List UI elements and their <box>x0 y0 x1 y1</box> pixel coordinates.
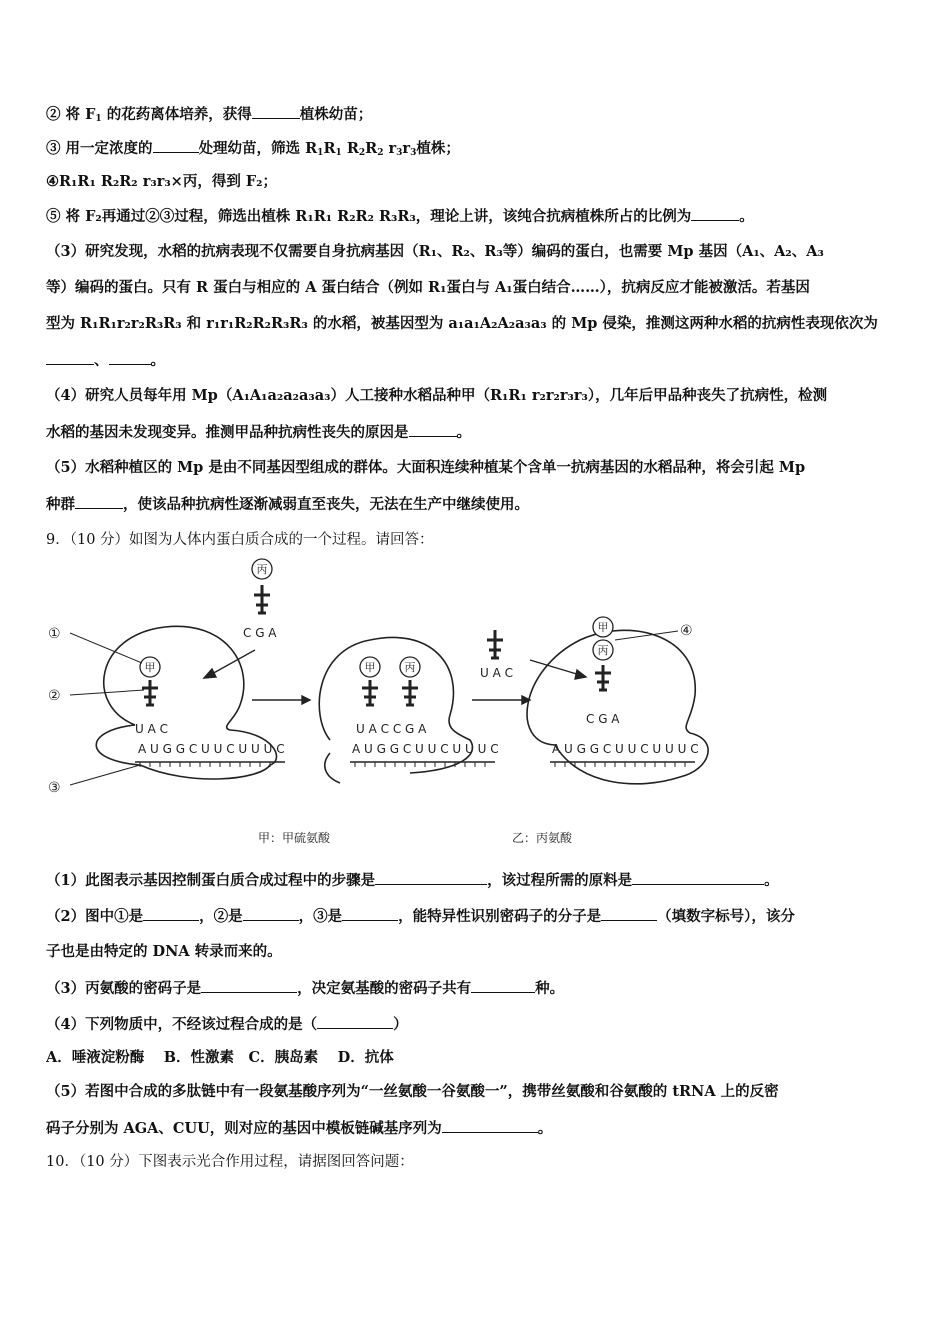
text-line <box>46 870 908 891</box>
mrna-sequence-2: A U G G C U U C U U U C <box>352 742 499 756</box>
text-span: 植株幼苗； <box>299 106 373 123</box>
amino-acid-label: 甲 <box>597 621 609 634</box>
legend-yi: 乙：丙氨酸 <box>512 831 573 845</box>
arrow-line <box>210 650 255 675</box>
text-line <box>46 350 908 371</box>
protein-synthesis-figure <box>40 555 740 855</box>
text-span: 的花药离体培养，获得 <box>101 106 252 123</box>
answer-blank[interactable] <box>143 906 199 921</box>
text-span: （3）丙氨酸的密码子是 <box>46 980 202 997</box>
translation-diagram <box>40 555 740 855</box>
text-span: ，使该品种抗病性逐渐减弱直至丧失，无法在生产中继续使用。 <box>123 496 529 513</box>
answer-blank[interactable] <box>601 906 657 921</box>
text-line: （4）研究人员每年用 Mp（A₁A₁a₂a₂a₃a₃）人工接种水稻品种甲（R₁R₁ r₂r₂r₃r₃），几年后甲品种丧失了抗病性，检测 <box>46 387 828 404</box>
answer-blank[interactable] <box>201 978 297 993</box>
text-span: 种群 <box>46 496 75 513</box>
text-span: ② 将 F <box>46 106 96 123</box>
text-span: 处理幼苗，筛选 R <box>198 140 318 157</box>
trna-icon <box>402 680 418 705</box>
text-line: （3）研究发现，水稻的抗病表现不仅需要自身抗病基因（R₁、R₂、R₃等）编码的蛋白，也需要 Mp 基因（A₁、A₂、A₃ <box>46 243 824 260</box>
question-9-heading: 9．（10 分）如图为人体内蛋白质合成的一个过程。请回答： <box>46 532 434 548</box>
answer-blank[interactable] <box>75 494 123 509</box>
text-line <box>46 494 908 515</box>
trna-icon <box>487 630 503 658</box>
amino-acid-label: 丙 <box>404 661 416 674</box>
arrow-head <box>575 670 586 679</box>
text-span: 、 <box>94 352 109 369</box>
arrow-line <box>530 660 580 675</box>
trna-icon <box>254 585 270 613</box>
text-span: ，决定氨基酸的密码子共有 <box>297 980 472 997</box>
text-span: （2）图中①是 <box>46 908 144 925</box>
answer-blank[interactable] <box>632 870 764 885</box>
ribosome-2-lower <box>325 753 340 783</box>
text-line: 子也是由特定的 DNA 转录而来的。 <box>46 943 282 960</box>
amino-acid-label: 甲 <box>364 661 376 674</box>
text-span: 植株； <box>416 140 460 157</box>
answer-blank[interactable] <box>471 978 535 993</box>
trna-icon <box>595 665 611 690</box>
legend-jia: 甲：甲硫氨酸 <box>258 831 331 845</box>
amino-acid-label: 甲 <box>144 661 156 674</box>
text-line: 型为 R₁R₁r₂r₂R₃R₃ 和 r₁r₁R₂R₂R₃R₃ 的水稻，被基因型为 a₁a₁A₂A₂a₃a₃ 的 Mp 侵染，推测这两种水稻的抗病性表现依次为 <box>46 315 878 332</box>
text-line: ③ 用一定浓度的 处理幼苗，筛选 $R_1R_1$ $R_2R_2$ $r_3r_3$植株； <box>46 140 460 158</box>
answer-blank[interactable] <box>109 350 151 365</box>
text-line: （5）水稻种植区的 Mp 是由不同基因型组成的群体。大面积连续种植某个含单一抗病基因的水稻品种，将会引起 Mp <box>46 459 806 476</box>
text-line <box>46 906 908 927</box>
answer-blank[interactable] <box>252 104 300 119</box>
text-line <box>46 422 908 443</box>
answer-blank[interactable] <box>409 422 457 437</box>
answer-options: A．唾液淀粉酶 B．性激素 C．胰岛素 D．抗体 <box>46 1049 394 1066</box>
leader-line <box>70 765 140 785</box>
mrna-sequence-1: A U G G C U U C U U U C <box>138 742 285 756</box>
text-span: 水稻的基因未发现变异。推测甲品种抗病性丧失的原因是 <box>46 424 409 441</box>
text-span: 。 <box>739 208 754 225</box>
text-line <box>46 206 908 227</box>
answer-blank[interactable] <box>46 350 94 365</box>
text-span: 。 <box>150 352 165 369</box>
question-10-heading: 10．（10 分）下图表示光合作用过程，请据图回答问题： <box>46 1154 414 1170</box>
amino-acid-label: 丙 <box>597 644 609 657</box>
text-span: 码子分别为 AGA、CUU，则对应的基因中模板链碱基序列为 <box>46 1120 442 1137</box>
subscript: 1 <box>95 114 102 124</box>
text-span: 。 <box>456 424 471 441</box>
text-span: ，该过程所需的原料是 <box>487 872 633 889</box>
anticodon-cga-free: C G A <box>243 626 277 640</box>
text-line <box>46 1118 908 1139</box>
anticodon-uac-1: U A C <box>135 722 168 736</box>
text-span: （4）下列物质中，不经该过程合成的是（ <box>46 1016 318 1033</box>
anticodon-uac-free: U A C <box>480 666 513 680</box>
amino-acid-label: 丙 <box>256 563 268 576</box>
answer-blank[interactable] <box>317 1014 393 1029</box>
text-span: 。 <box>537 1120 553 1137</box>
arrow-head <box>302 696 310 704</box>
marker-4: ④ <box>680 623 693 639</box>
ribosome-1 <box>96 626 276 779</box>
text-span: （填数字标号），该分 <box>657 908 795 925</box>
answer-blank[interactable] <box>243 906 299 921</box>
text-span: ，③是 <box>298 908 343 925</box>
text-span: ，能特异性识别密码子的分子是 <box>398 908 602 925</box>
text-span: ⑤ 将 F₂再通过②③过程，筛选出植株 R₁R₁ R₂R₂ R₃R₃，理论上讲，该纯合抗病植株所占的比例为 <box>46 208 692 225</box>
text-line: ④R₁R₁ R₂R₂ r₃r₃×丙，得到 F₂； <box>46 173 278 190</box>
text-span: （1）此图表示基因控制蛋白质合成过程中的步骤是 <box>46 872 376 889</box>
text-line <box>46 1014 908 1035</box>
answer-blank[interactable] <box>375 870 487 885</box>
trna-icon <box>142 680 158 705</box>
ribosome-3 <box>527 630 708 783</box>
answer-blank[interactable] <box>691 206 739 221</box>
marker-1: ① <box>48 626 61 642</box>
text-span: 种。 <box>535 980 565 997</box>
text-span: ③ 用一定浓度的 <box>46 140 153 157</box>
arrow-head <box>204 669 216 678</box>
text-line: （5）若图中合成的多肽链中有一段氨基酸序列为“一丝氨酸一谷氨酸一”，携带丝氨酸和谷氨酸的 tRNA 上的反密 <box>46 1083 779 1100</box>
anticodon-cga: C G A <box>586 712 620 726</box>
leader-line <box>70 690 144 695</box>
text-span: ） <box>393 1016 408 1033</box>
answer-blank[interactable] <box>342 906 398 921</box>
marker-3: ③ <box>48 780 61 796</box>
mrna-sequence-3: A U G G C U U C U U U C <box>552 742 699 756</box>
text-line <box>46 978 908 999</box>
text-line <box>46 104 908 125</box>
marker-2: ② <box>48 688 61 704</box>
answer-blank[interactable] <box>442 1118 538 1133</box>
anticodon-uaccga: U A C C G A <box>356 722 427 736</box>
answer-blank[interactable] <box>153 138 199 153</box>
text-span: ，②是 <box>199 908 243 925</box>
text-span: 。 <box>764 872 779 889</box>
trna-icon <box>362 680 378 705</box>
text-line: 等）编码的蛋白。只有 R 蛋白与相应的 A 蛋白结合（例如 R₁蛋白与 A₁蛋白结合……），抗病反应才能被激活。若基因 <box>46 279 810 296</box>
